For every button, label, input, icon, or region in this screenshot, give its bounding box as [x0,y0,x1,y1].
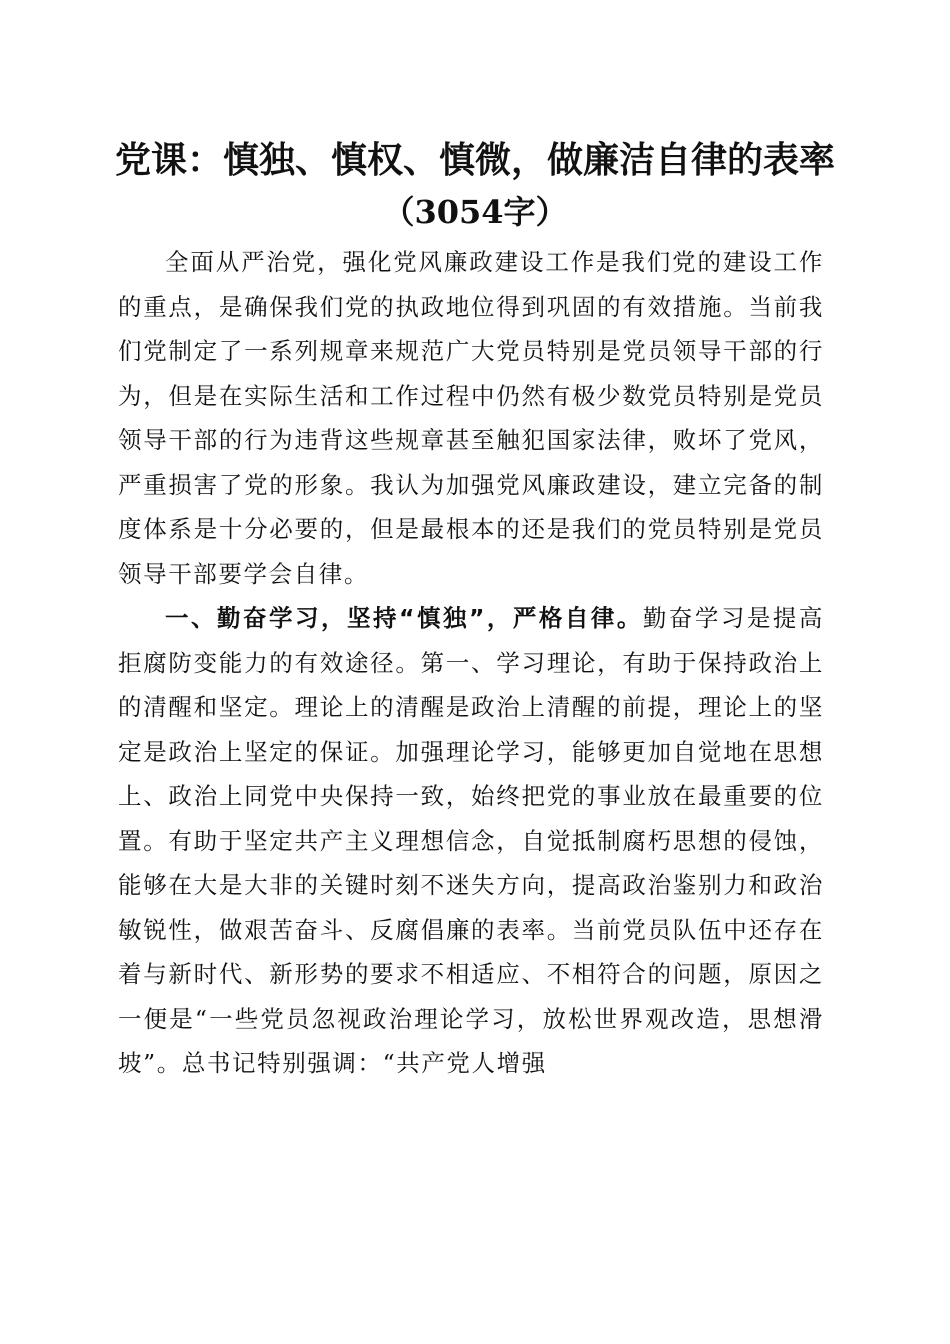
paragraph-intro [118,240,824,596]
page-subtitle-word-count: （3054字） [382,193,568,231]
document-body [118,240,824,1086]
page-title: 党课：慎独、慎权、慎微，做廉洁自律的表率 [114,139,835,181]
section-heading: 一、勤奋学习，坚持“慎独”，严格自律。 [165,604,643,632]
paragraph-text: 勤奋学习是提高拒腐防变能力的有效途径。第一、学习理论，有助于保持政治上的清醒和坚定。理论上的清醒是政治上清醒的前提，理论上的坚定是政治上坚定的保证。加强理论学习，能够更加自觉地在思想上、政治上同党中央保持一致，始终把党的事业放在最重要的位置。有助于坚定共产主义理想信念，自觉抵制腐朽思想的侵蚀，能够在大是大非的关键时刻不迷失方向，提高政治鉴别力和政治敏锐性，做艰苦奋斗、反腐倡廉的表率。当前党员队伍中还存在着与新时代、新形势的要求不相适应、不相符合的问题，原因之一便是“一些党员忽视政治理论学习，放松世界观改造，思想滑坡”。总书记特别强调：“共产党人增强 [118,604,824,1077]
paragraph-section-1 [118,596,824,1086]
paragraph-text: 全面从严治党，强化党风廉政建设工作是我们党的建设工作的重点，是确保我们党的执政地位得到巩固的有效措施。当前我们党制定了一系列规章来规范广大党员特别是党员领导干部的行为，但是在实际生活和工作过程中仍然有极少数党员特别是党员领导干部的行为违背这些规章甚至触犯国家法律，败坏了党风，严重损害了党的形象。我认为加强党风廉政建设，建立完备的制度体系是十分必要的，但是最根本的还是我们的党员特别是党员领导干部要学会自律。 [118,248,824,588]
